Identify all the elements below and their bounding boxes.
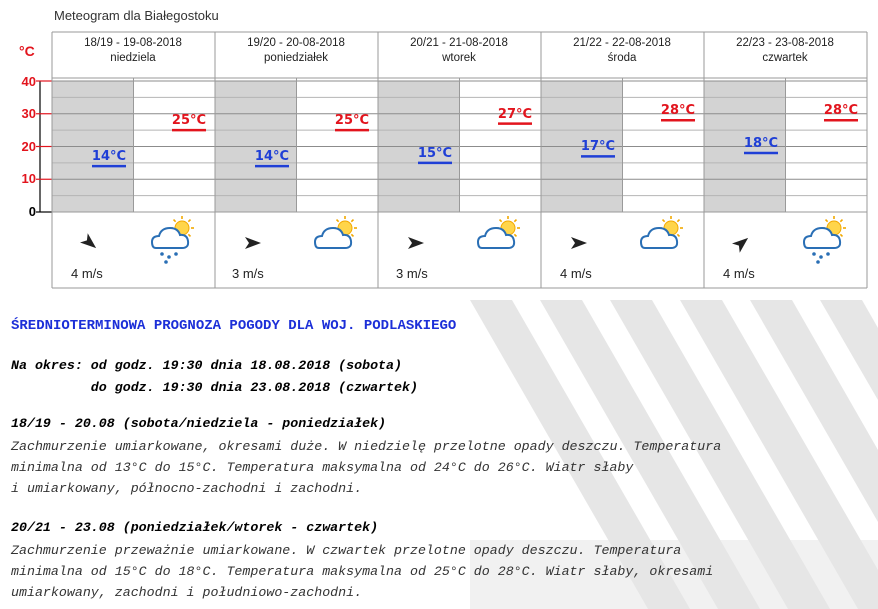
cloud-sun-icon	[478, 216, 520, 248]
sun-ray	[840, 234, 842, 236]
sun-ray	[500, 220, 502, 222]
sun-ray	[514, 234, 516, 236]
rain-drop	[819, 255, 823, 259]
arrow-shape	[80, 233, 100, 252]
day-weekday: środa	[607, 52, 637, 64]
east-arrow-icon	[245, 237, 261, 249]
paragraph-line: minimalna od 15°C do 18°C. Temperatura maksymalna od 25°C do 28°C. Wiatr słaby, okresami	[11, 564, 714, 579]
rain-drop	[160, 252, 164, 256]
day-date: 19/20 - 20-08-2018	[247, 37, 345, 49]
wind-speed-label: 4 m/s	[71, 266, 103, 281]
y-tick-label: 30	[21, 106, 36, 121]
max-temp-label: 25°C	[171, 113, 207, 129]
rain-drop	[174, 252, 178, 256]
min-temp-label: 18°C	[743, 136, 779, 152]
section-paragraph	[11, 436, 721, 499]
sun-ray	[840, 220, 842, 222]
sun-ray	[188, 234, 190, 236]
paragraph-line: i umiarkowany, północno-zachodni i zachodni.	[11, 481, 363, 496]
day-date: 18/19 - 19-08-2018	[84, 37, 182, 49]
rain-drop	[164, 260, 168, 264]
y-tick-label: 0	[28, 204, 36, 219]
north-east-arrow-icon	[80, 233, 100, 252]
arrow-shape	[732, 233, 752, 252]
section-title: 20/21 - 23.08 (poniedziałek/wtorek - czwartek)	[11, 520, 379, 535]
y-tick-label: 10	[21, 171, 36, 186]
day-date: 20/21 - 21-08-2018	[410, 37, 508, 49]
wind-speed-label: 4 m/s	[723, 266, 755, 281]
day-header	[52, 32, 214, 78]
paragraph-line: umiarkowany, zachodni i południowo-zachodni.	[11, 585, 363, 600]
sun-ray	[677, 234, 679, 236]
meteogram-title: Meteogram dla Białegostoku	[54, 8, 219, 23]
max-temp-label: 28°C	[823, 103, 859, 119]
sun-ray	[174, 220, 176, 222]
wind-speed-label: 3 m/s	[232, 266, 264, 281]
day-date: 21/22 - 22-08-2018	[573, 37, 671, 49]
sun-ray	[188, 220, 190, 222]
day-weekday: niedziela	[110, 52, 156, 64]
cloud-sun-rain-icon	[804, 216, 846, 264]
y-tick-label: 20	[21, 139, 36, 154]
section-title: 18/19 - 20.08 (sobota/niedziela - poniedziałek)	[11, 416, 387, 431]
y-tick-label: 40	[21, 74, 36, 89]
min-temp-label: 14°C	[91, 149, 127, 165]
period-line: Na okres: od godz. 19:30 dnia 18.08.2018 (sobota)	[11, 358, 402, 373]
paragraph-line: Zachmurzenie umiarkowane, okresami duże. W niedzielę przelotne opady deszczu. Temperatura	[11, 439, 722, 454]
arrow-shape	[408, 237, 424, 249]
sun-ray	[663, 220, 665, 222]
paragraph-line: minimalna od 13°C do 15°C. Temperatura maksymalna od 24°C do 26°C. Wiatr słaby	[11, 460, 634, 475]
min-temp-label: 14°C	[254, 149, 290, 165]
min-temp-label: 17°C	[580, 139, 616, 155]
sun-ray	[351, 234, 353, 236]
rain-drop	[826, 252, 830, 256]
day-date: 22/23 - 23-08-2018	[736, 37, 834, 49]
arrow-shape	[571, 237, 587, 249]
east-arrow-icon	[571, 237, 587, 249]
cloud-sun-rain-icon	[152, 216, 194, 264]
day-header	[215, 32, 377, 78]
cloud-sun-icon	[641, 216, 683, 248]
day-header	[378, 32, 540, 78]
day-weekday: wtorek	[442, 52, 476, 64]
day-header	[704, 32, 866, 78]
arrow-shape	[245, 237, 261, 249]
east-arrow-icon	[408, 237, 424, 249]
south-west-arrow-icon	[732, 233, 752, 252]
rain-drop	[812, 252, 816, 256]
cloud-sun-icon	[315, 216, 357, 248]
day-header	[541, 32, 703, 78]
sun-ray	[337, 220, 339, 222]
min-temp-label: 15°C	[417, 145, 453, 161]
paragraph-line: Zachmurzenie przeważnie umiarkowane. W czwartek przelotne opady deszczu. Temperatura	[11, 543, 682, 558]
wind-speed-label: 3 m/s	[396, 266, 428, 281]
sun-ray	[826, 220, 828, 222]
sun-ray	[351, 220, 353, 222]
period-line: do godz. 19:30 dnia 23.08.2018 (czwartek)	[11, 380, 418, 395]
wind-speed-label: 4 m/s	[560, 266, 592, 281]
rain-drop	[816, 260, 820, 264]
sun-ray	[514, 220, 516, 222]
section-paragraph	[11, 540, 713, 603]
day-weekday: czwartek	[762, 52, 808, 64]
max-temp-label: 27°C	[497, 106, 533, 122]
temperature-unit-label: °C	[19, 43, 35, 59]
rain-drop	[167, 255, 171, 259]
forecast-heading: ŚREDNIOTERMINOWA PROGNOZA POGODY DLA WOJ. PODLASKIEGO	[11, 318, 457, 334]
max-temp-label: 28°C	[660, 103, 696, 119]
day-weekday: poniedziałek	[264, 52, 328, 64]
sun-ray	[677, 220, 679, 222]
max-temp-label: 25°C	[334, 113, 370, 129]
